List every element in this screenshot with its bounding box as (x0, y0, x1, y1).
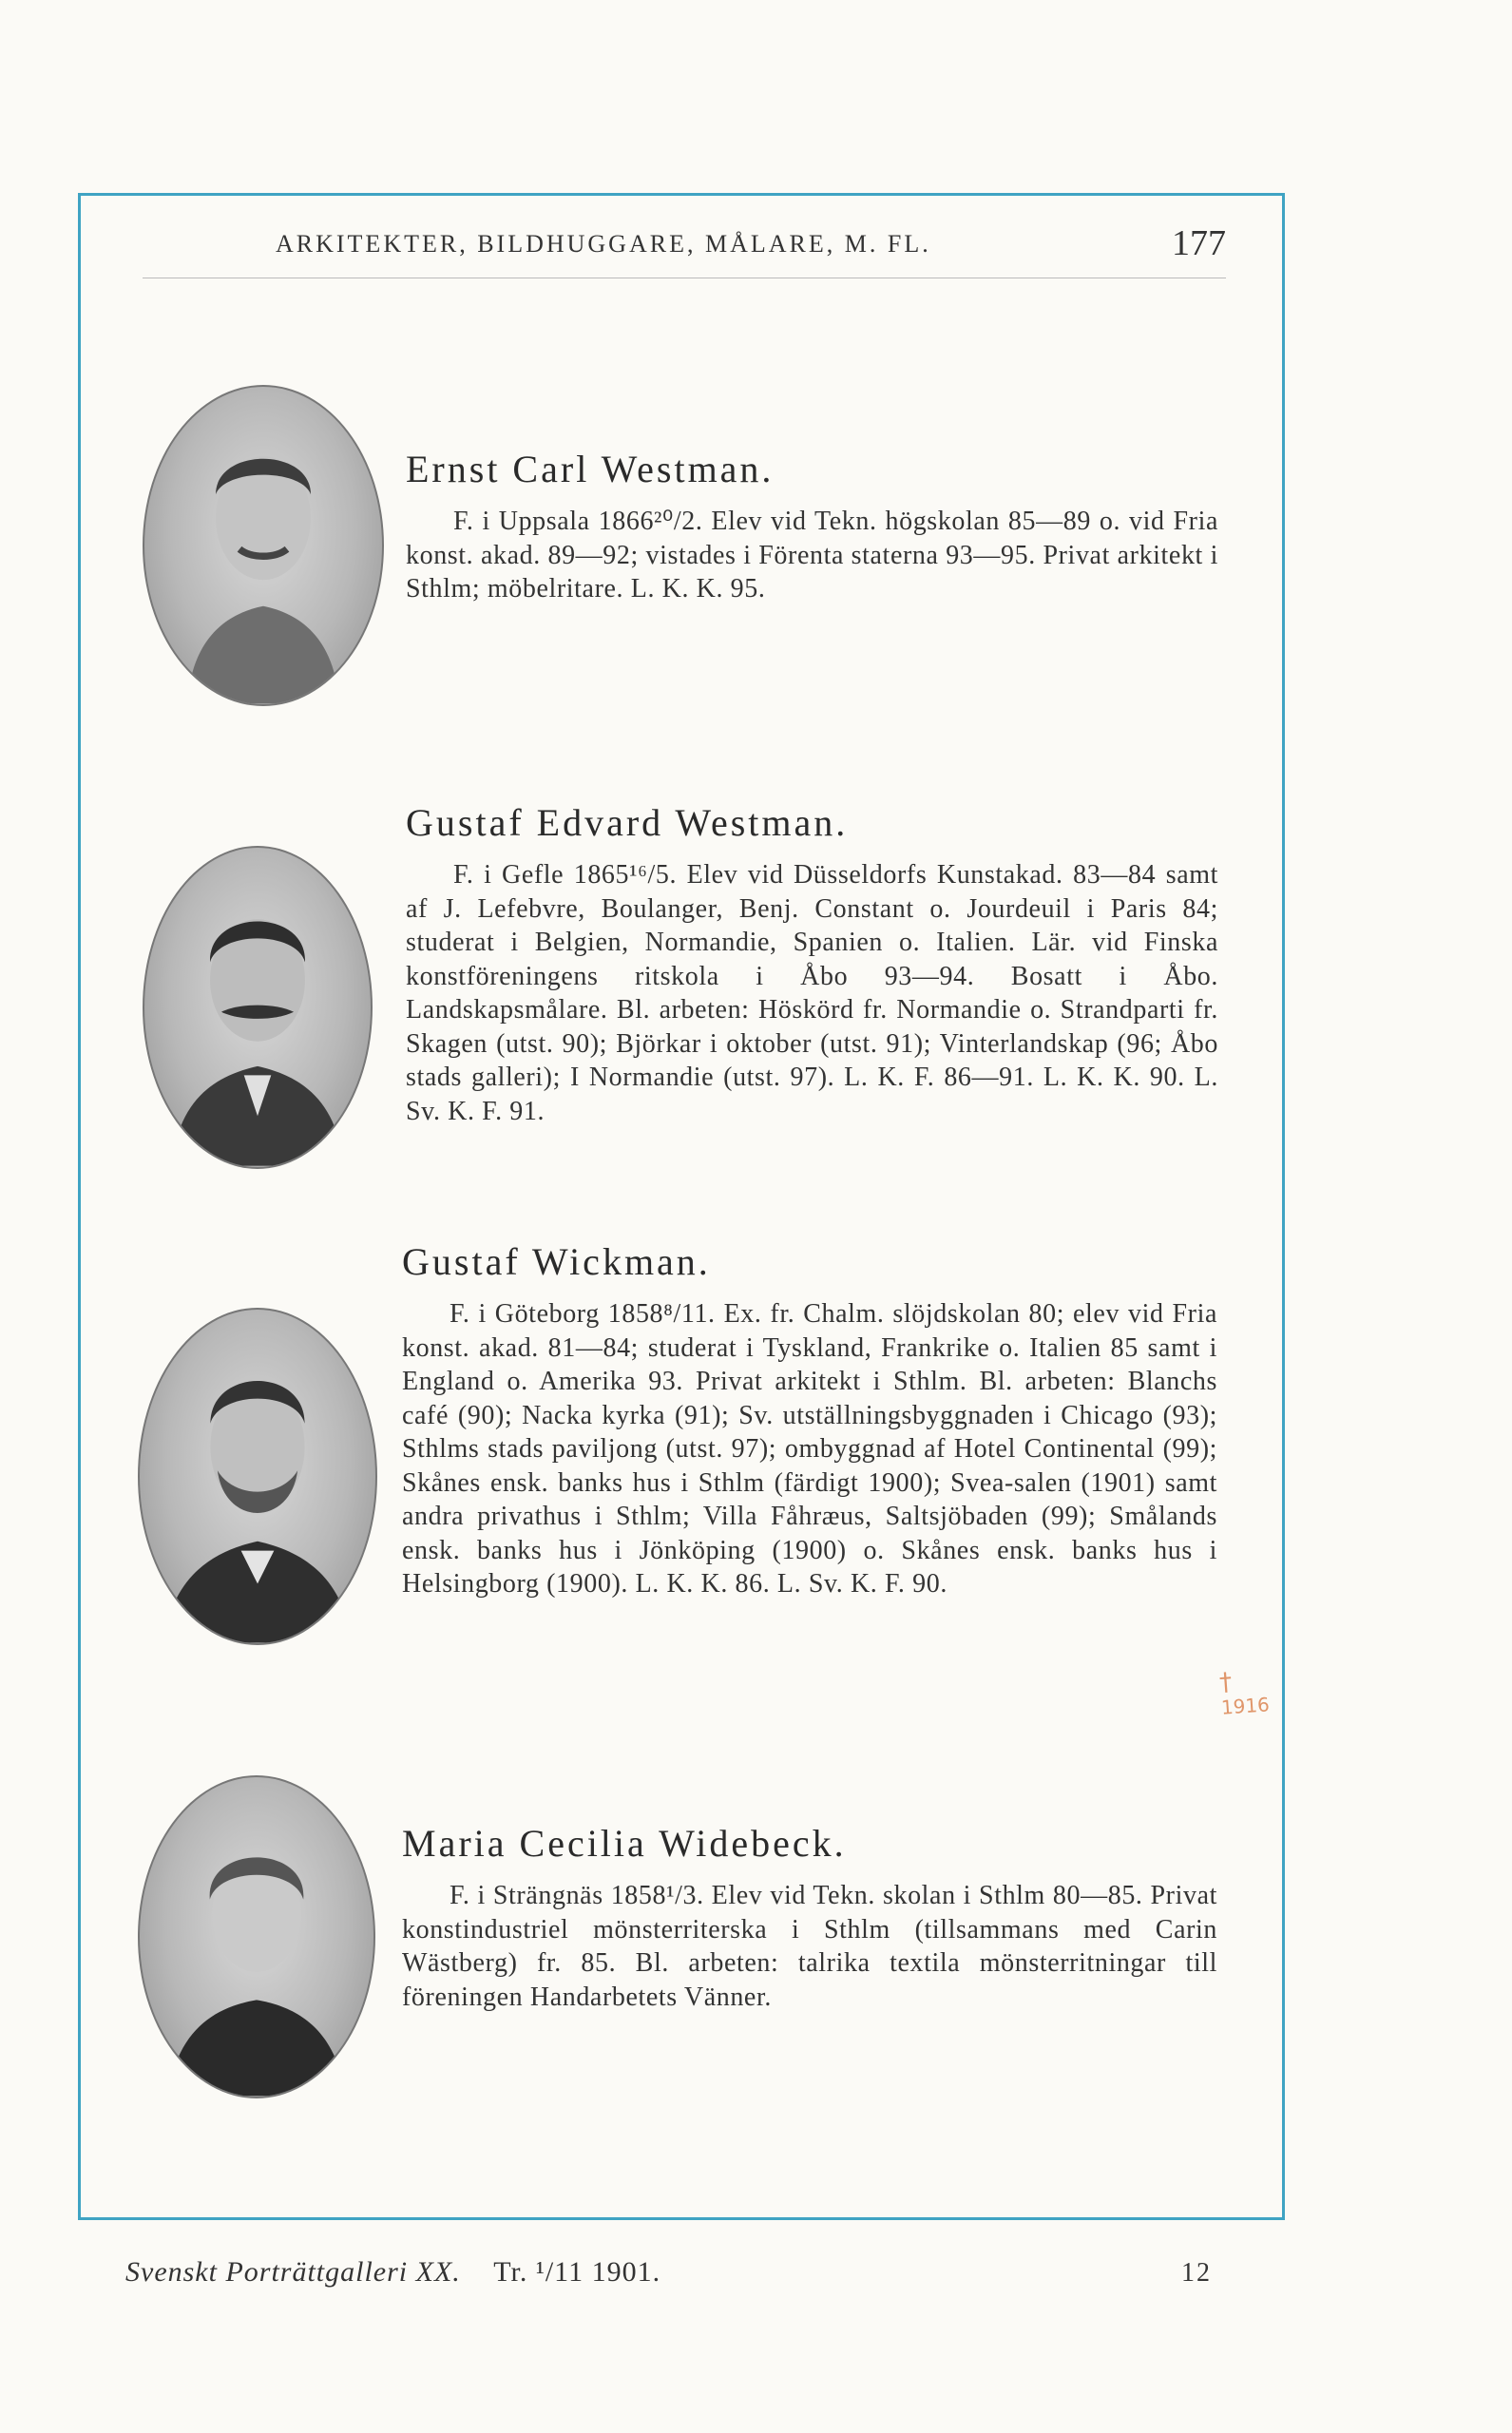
sheet-signature: 12 (1181, 2258, 1212, 2288)
portrait-gustaf-edvard-westman (143, 846, 373, 1169)
entry-name: Maria Cecilia Widebeck. (402, 1822, 847, 1865)
publication-title: Svenskt Porträttgalleri XX. (125, 2256, 461, 2288)
running-head (143, 220, 1226, 278)
running-title: ARKITEKTER, BILDHUGGARE, MÅLARE, M. FL. (276, 230, 931, 258)
entry-gustaf-wickman (402, 1239, 1217, 1601)
entry-name: Gustaf Wickman. (402, 1240, 711, 1283)
entry-name: Gustaf Edvard Westman. (406, 801, 849, 844)
entry-gustaf-edvard-westman (406, 800, 1218, 1128)
entry-text: F. i Gefle 1865¹⁶/5. Elev vid Düsseldorfs Kunstakad. 83—84 samt af J. Lefebvre, Boulanger, Benj. Constant o. Jourdeuil i Paris 84; studerat i Belgien, Normandie, Spanien o. Italien. Lär. vid Finska konstföreningens ritskola i Åbo 93—94. Bosatt i Åbo. Landskapsmålare. Bl. arbeten: Höskörd fr. Normandie o. Strandparti fr. Skagen (utst. 90); Björkar i oktober (utst. 91); Vinterlandskap (96; Åbo stads galleri); I Normandie (utst. 97). L. K. F. 86—91. L. K. K. 90. L. Sv. K. F. 91. (406, 860, 1218, 1126)
page-number: 177 (1172, 223, 1226, 263)
portrait-gustaf-wickman (138, 1308, 377, 1645)
portrait-photo-icon (140, 1310, 375, 1643)
entry-text: F. i Uppsala 1866²⁰/2. Elev vid Tekn. högskolan 85—89 o. vid Fria konst. akad. 89—92; vistades i Förenta staterna 93—95. Privat arkitekt i Sthlm; möbelritare. L. K. K. 95. (406, 507, 1218, 603)
portrait-photo-icon (144, 848, 371, 1167)
handwritten-annotation: † 1916 (1218, 1667, 1271, 1719)
portrait-ernst-carl-westman (143, 385, 384, 706)
entry-name: Ernst Carl Westman. (406, 448, 775, 490)
portrait-photo-icon (144, 387, 382, 704)
entry-maria-cecilia-widebeck (402, 1821, 1217, 2014)
entry-ernst-carl-westman (406, 447, 1218, 606)
entry-text: F. i Strängnäs 1858¹/3. Elev vid Tekn. skolan i Sthlm 80—85. Privat konstindustriel mönsterriterska i Sthlm (tillsammans med Carin Wästberg) fr. 85. Bl. arbeten: talrika textila mönsterritningar till föreningen Handarbetets Vänner. (402, 1881, 1217, 2012)
footer-imprint (125, 2256, 660, 2289)
portrait-photo-icon (140, 1777, 373, 2097)
entry-text: F. i Göteborg 1858⁸/11. Ex. fr. Chalm. slöjdskolan 80; elev vid Fria konst. akad. 81—84; studerat i Tyskland, Frankrike o. Italien 85 samt i England o. Amerika 93. Privat arkitekt i Sthlm. Bl. arbeten: Blanchs café (90); Nacka kyrka (91); Sv. utställningsbyggnaden i Chicago (93); Sthlms stads paviljong (utst. 97); ombyggnad af Hotel Continental (99); Skånes ensk. banks hus i Sthlm (färdigt 1900); Svea-salen (1901) samt andra privathus i Sthlm; Villa Fåhræus, Saltsjöbaden (99); Smålands ensk. banks hus i Jönköping (1900) o. Skånes ensk. banks hus i Helsingborg (1900). L. K. K. 86. L. Sv. K. F. 90. (402, 1299, 1217, 1599)
portrait-maria-cecilia-widebeck (138, 1775, 375, 2098)
issue-date: Tr. ¹/11 1901. (493, 2256, 661, 2288)
